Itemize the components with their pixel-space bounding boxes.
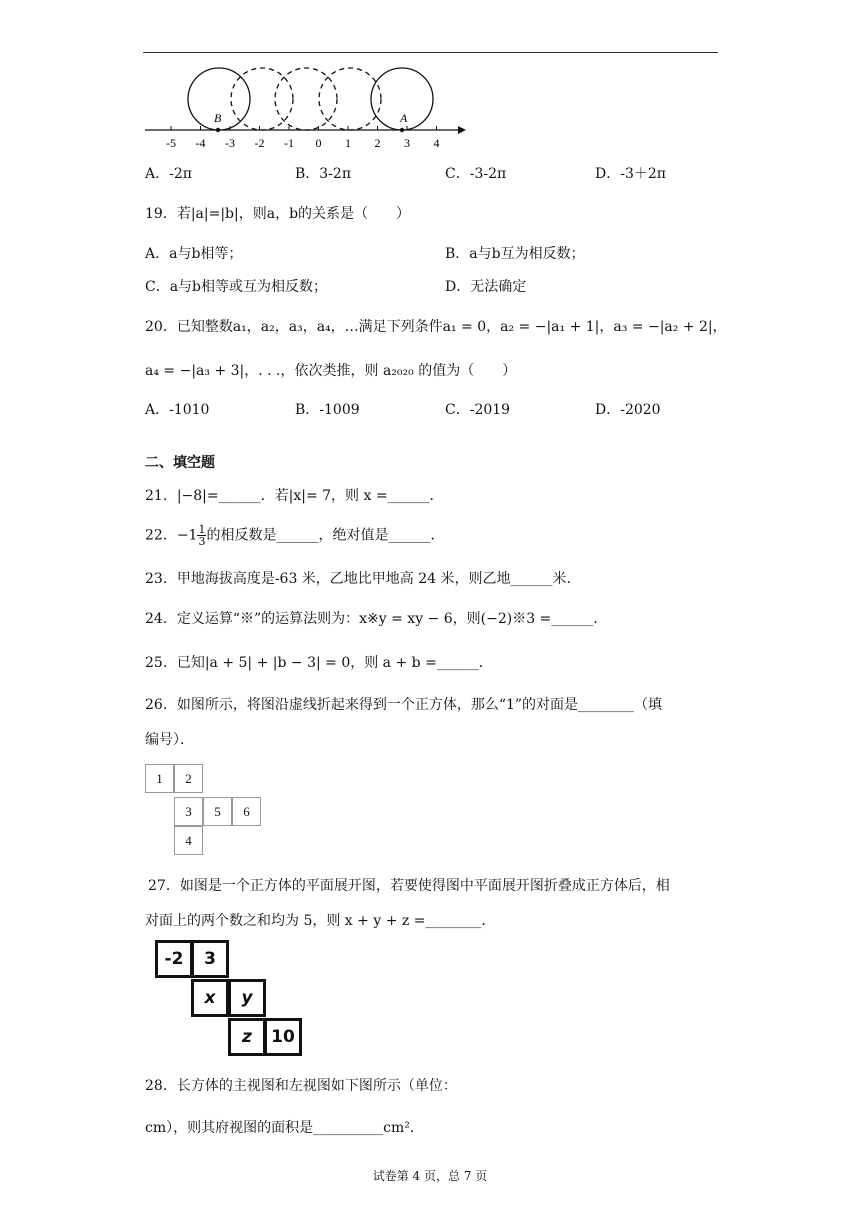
q22 bbox=[145, 524, 444, 547]
q27-line2: 对面上的两个数之和均为 5，则 x + y + z =________． bbox=[145, 913, 496, 929]
q20-option-b: B．-1009 bbox=[295, 402, 360, 418]
q21: 21．|−8|=______．若|x|= 7，则 x =______． bbox=[145, 488, 444, 504]
q27-line1: 27．如图是一个正方体的平面展开图，若要使得图中平面展开图折叠成正方体后，相 bbox=[148, 878, 670, 894]
net-cell: x bbox=[191, 979, 229, 1017]
tick-label: -3 bbox=[225, 136, 235, 150]
tick-label: 1 bbox=[345, 136, 351, 150]
tick-label: -4 bbox=[195, 136, 206, 150]
net-cell: 3 bbox=[174, 797, 203, 826]
net-cell: 2 bbox=[174, 764, 203, 793]
tick-label: -5 bbox=[166, 136, 176, 150]
q22-prefix: 22． bbox=[145, 527, 177, 544]
header-rule bbox=[143, 52, 718, 53]
q19-stem: 19．若|a|=|b|，则a，b的关系是（ ） bbox=[145, 206, 411, 222]
net-cell: z bbox=[228, 1018, 266, 1056]
q19-option-a: A．a与b相等； bbox=[145, 246, 243, 262]
q26-line1: 26．如图所示，将图沿虚线折起来得到一个正方体，那么“1”的对面是________（填 bbox=[145, 697, 663, 713]
q28-line2: cm），则其府视图的面积是__________cm²． bbox=[145, 1120, 424, 1136]
tick-label: 4 bbox=[433, 136, 440, 150]
q18-option-c: C．-3-2π bbox=[445, 166, 507, 182]
q22-denominator: 3 bbox=[198, 535, 206, 548]
net-cell: 1 bbox=[145, 764, 174, 793]
q24: 24．定义运算“※”的运算法则为：x※y = xy − 6，则(−2)※3 =______． bbox=[145, 611, 608, 627]
net-cell: 6 bbox=[232, 797, 261, 826]
net-cell: 10 bbox=[264, 1018, 302, 1056]
point-a-label: A bbox=[400, 111, 408, 125]
q25: 25．已知|a + 5| + |b − 3| = 0，则 a + b =______． bbox=[145, 655, 493, 671]
q22-sign: −1 bbox=[176, 527, 198, 544]
q18-option-d: D．-3＋2π bbox=[595, 166, 666, 182]
number-line-figure bbox=[140, 62, 470, 152]
q22-numerator: 1 bbox=[198, 523, 206, 536]
q20-option-d: D．-2020 bbox=[595, 402, 661, 418]
q28-line1: 28．长方体的主视图和左视图如下图所示（单位： bbox=[145, 1078, 457, 1094]
q26-line2: 编号）． bbox=[145, 732, 194, 748]
q19-option-d: D．无法确定 bbox=[445, 279, 527, 295]
q20-option-a: A．-1010 bbox=[145, 402, 210, 418]
q18-option-b: B．3-2π bbox=[295, 166, 352, 182]
q22-suffix: 的相反数是______，绝对值是______． bbox=[206, 527, 445, 544]
tick-label: 3 bbox=[404, 136, 410, 150]
q18-option-a: A．-2π bbox=[145, 166, 192, 182]
net-cell: 4 bbox=[174, 826, 203, 855]
tick-label: -1 bbox=[284, 136, 294, 150]
q19-option-c: C．a与b相等或互为相反数； bbox=[145, 279, 328, 295]
q19-option-b: B．a与b互为相反数； bbox=[445, 246, 585, 262]
net-cell: y bbox=[228, 979, 266, 1017]
q23: 23．甲地海拔高度是-63 米，乙地比甲地高 24 米，则乙地______米． bbox=[145, 571, 581, 587]
tick-label: 2 bbox=[374, 136, 381, 150]
q20-stem-line2: a₄ = −|a₃ + 3|，. . .，依次类推，则 a₂₀₂₀ 的值为（ ） bbox=[145, 363, 517, 379]
section-heading: 二、填空题 bbox=[145, 455, 215, 471]
tick-label: -2 bbox=[254, 136, 265, 150]
net-cell: 5 bbox=[203, 797, 232, 826]
net-cell: -2 bbox=[155, 940, 193, 978]
page-footer: 试卷第 4 页，总 7 页 bbox=[372, 1169, 488, 1183]
tick-label: 0 bbox=[315, 136, 322, 150]
point-b-label: B bbox=[214, 111, 222, 125]
net-cell: 3 bbox=[191, 940, 229, 978]
q20-stem-line1: 20．已知整数a₁，a₂，a₃，a₄，…满足下列条件a₁ = 0，a₂ = −|a₁ + 1|，a₃ = −|a₂ + 2|， bbox=[145, 319, 727, 335]
q20-option-c: C．-2019 bbox=[445, 402, 511, 418]
